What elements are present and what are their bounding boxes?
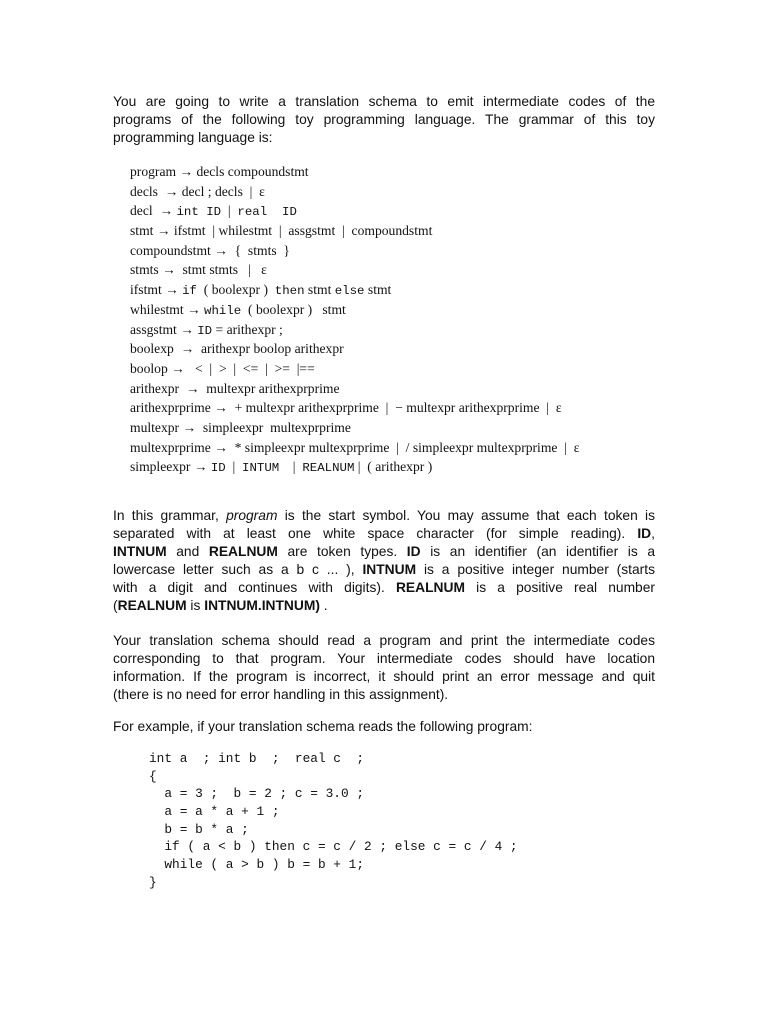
grammar-text: arithexpr boolop arithexpr (194, 341, 344, 357)
grammar-text: → (180, 321, 194, 337)
token-type-term: INTNUM (362, 562, 417, 577)
description-text: separated with at least one white space character (for simple reading). (113, 526, 638, 541)
grammar-text: assgstmt (130, 321, 181, 337)
schema-description-paragraph (113, 632, 655, 704)
example-intro-line: For example, if your translation schema reads the following program: (113, 719, 533, 734)
grammar-keyword: ID (210, 461, 226, 476)
grammar-rule (130, 260, 730, 280)
grammar-text: ifstmt | whilestmt | assgstmt | compoundstmt (170, 223, 433, 239)
grammar-text: → (214, 400, 228, 416)
grammar-text: | ( arithexpr ) (354, 459, 433, 475)
grammar-text: ( boolexpr ) (197, 282, 275, 298)
grammar-keyword: ID (197, 323, 213, 338)
grammar-description-line (113, 543, 655, 561)
grammar-description-line (113, 561, 655, 579)
grammar-rule (130, 182, 730, 202)
grammar-description-line (113, 525, 655, 543)
code-line: while ( a > b ) b = b + 1; (149, 857, 365, 873)
grammar-text: * simpleexpr multexprprime | / simpleexpr multexprprime | ε (227, 439, 580, 455)
grammar-rule (130, 300, 730, 320)
grammar-text: stmt (364, 282, 392, 298)
intro-line: programming language is: (113, 130, 273, 145)
grammar-rule (130, 359, 730, 379)
description-text: ( (113, 598, 118, 613)
grammar-rule (130, 379, 730, 399)
schema-line: (there is no need for error handling in this assignment). (113, 687, 449, 702)
grammar-description-line (113, 579, 655, 597)
grammar-text: decl ; decls | ε (178, 183, 265, 199)
grammar-rule (130, 201, 730, 221)
grammar-text: → (187, 301, 201, 317)
description-text: is the start symbol. You may assume that each token is (277, 508, 655, 523)
grammar-rules (130, 162, 730, 477)
intro-line: You are going to write a translation schema to emit intermediate codes of the (113, 94, 655, 109)
grammar-description-line (113, 597, 655, 615)
description-text: , (651, 526, 655, 541)
description-text: is an identifier (an identifier is a (420, 544, 656, 559)
schema-line: corresponding to that program. Your intermediate codes should have location (113, 651, 655, 666)
grammar-text: ifstmt (130, 282, 166, 298)
token-type-term: REALNUM (117, 598, 187, 613)
code-line: a = a * a + 1 ; (149, 804, 280, 820)
description-text: is (186, 598, 205, 613)
grammar-keyword: INTUM (242, 461, 280, 476)
grammar-text: arithexprprime (130, 400, 215, 416)
grammar-text: → (193, 459, 208, 475)
grammar-text: ( boolexpr ) stmt (241, 301, 346, 317)
grammar-text: → (165, 282, 179, 298)
grammar-text: simpleexpr multexprprime (196, 419, 351, 435)
grammar-rule (130, 339, 730, 359)
description-text: In this grammar, (113, 508, 227, 523)
grammar-text: → (182, 419, 197, 435)
token-type-term: ID (406, 544, 421, 559)
example-intro-paragraph (113, 718, 655, 736)
grammar-text: stmt stmts | ε (175, 262, 267, 278)
schema-line: Your translation schema should read a program and print the intermediate codes (113, 633, 655, 648)
token-type-term: INTNUM.INTNUM) (204, 598, 320, 613)
grammar-keyword: int ID (176, 205, 222, 220)
grammar-keyword: if (182, 284, 197, 299)
grammar-text: multexprprime (130, 439, 215, 455)
code-line: int a ; int b ; real c ; (149, 751, 365, 766)
grammar-keyword: while (204, 303, 242, 318)
grammar-text: | (221, 203, 238, 219)
schema-line: information. If the program is incorrect, it should print an error message and quit (113, 669, 655, 684)
grammar-text: { stmts } (227, 242, 290, 258)
grammar-text: program (130, 164, 180, 179)
grammar-keyword: REALNUM (302, 461, 355, 476)
grammar-keyword: then (274, 284, 305, 299)
intro-line: programs of the following toy programming language. The grammar of this toy (113, 112, 655, 127)
code-line: } (149, 874, 157, 890)
code-line: { (149, 768, 157, 784)
description-text: . (319, 598, 328, 613)
grammar-description-paragraph (113, 507, 655, 615)
grammar-rule (130, 457, 730, 477)
description-text: and (166, 544, 209, 559)
grammar-rule (130, 398, 730, 418)
grammar-text: = arithexpr ; (212, 321, 283, 337)
code-line: if ( a < b ) then c = c / 2 ; else c = c / 4 ; (149, 839, 518, 855)
grammar-text: multexpr (130, 419, 183, 435)
grammar-text: stmt (304, 282, 335, 298)
token-type-term: INTNUM (113, 544, 167, 559)
grammar-keyword: else (334, 284, 365, 299)
grammar-description-line (113, 507, 655, 525)
token-type-term: REALNUM (208, 544, 278, 559)
grammar-rule (130, 320, 730, 340)
grammar-text: → (164, 183, 179, 199)
grammar-text: → (185, 380, 200, 396)
grammar-rule (130, 162, 730, 182)
example-program-code (149, 750, 518, 892)
grammar-text: < | > | <= | >= |== (184, 360, 315, 376)
description-text: is a positive real number (464, 580, 656, 595)
intro-paragraph (113, 93, 655, 147)
grammar-rule (130, 438, 730, 458)
code-line: a = 3 ; b = 2 ; c = 3.0 ; (149, 786, 365, 802)
token-type-term: ID (637, 526, 652, 541)
grammar-text: boolexp (130, 341, 181, 357)
grammar-rule (130, 418, 730, 438)
grammar-text: whilestmt (130, 301, 188, 317)
grammar-text: → (179, 164, 194, 179)
grammar-text: decls compoundstmt (193, 164, 309, 179)
description-text: are token types. (277, 544, 407, 559)
grammar-text: arithexpr (130, 380, 186, 396)
grammar-text: multexpr arithexprprime (199, 380, 340, 396)
description-text: with a digit and continues with digits). (113, 580, 396, 595)
grammar-text: decl (130, 203, 160, 219)
grammar-keyword: real ID (237, 205, 297, 220)
token-type-term: REALNUM (395, 580, 465, 595)
code-line: b = b * a ; (149, 821, 249, 837)
grammar-text: → (180, 341, 195, 357)
grammar-text: + multexpr arithexprprime | − multexpr arithexprprime | ε (227, 400, 562, 416)
grammar-text: → (156, 223, 171, 239)
grammar-text: simpleexpr (130, 459, 194, 475)
description-text: is a positive integer number (starts (416, 562, 655, 577)
grammar-text: → (159, 203, 174, 219)
grammar-text: → (214, 242, 228, 258)
grammar-text: | (279, 459, 303, 475)
grammar-text: | (225, 459, 243, 475)
grammar-text: → (162, 262, 176, 278)
grammar-text: stmt (130, 223, 157, 239)
grammar-rule (130, 241, 730, 261)
grammar-text: stmts (130, 262, 163, 278)
grammar-text: boolop (130, 360, 172, 376)
emphasized-term: program (226, 508, 278, 523)
grammar-text: compoundstmt (130, 242, 215, 258)
grammar-rule (130, 221, 730, 241)
grammar-text: → (171, 360, 185, 376)
grammar-text: decls (130, 183, 165, 199)
grammar-text: → (214, 439, 228, 455)
grammar-rule (130, 280, 730, 300)
description-text: lowercase letter such as a b c ... ), (113, 562, 363, 577)
